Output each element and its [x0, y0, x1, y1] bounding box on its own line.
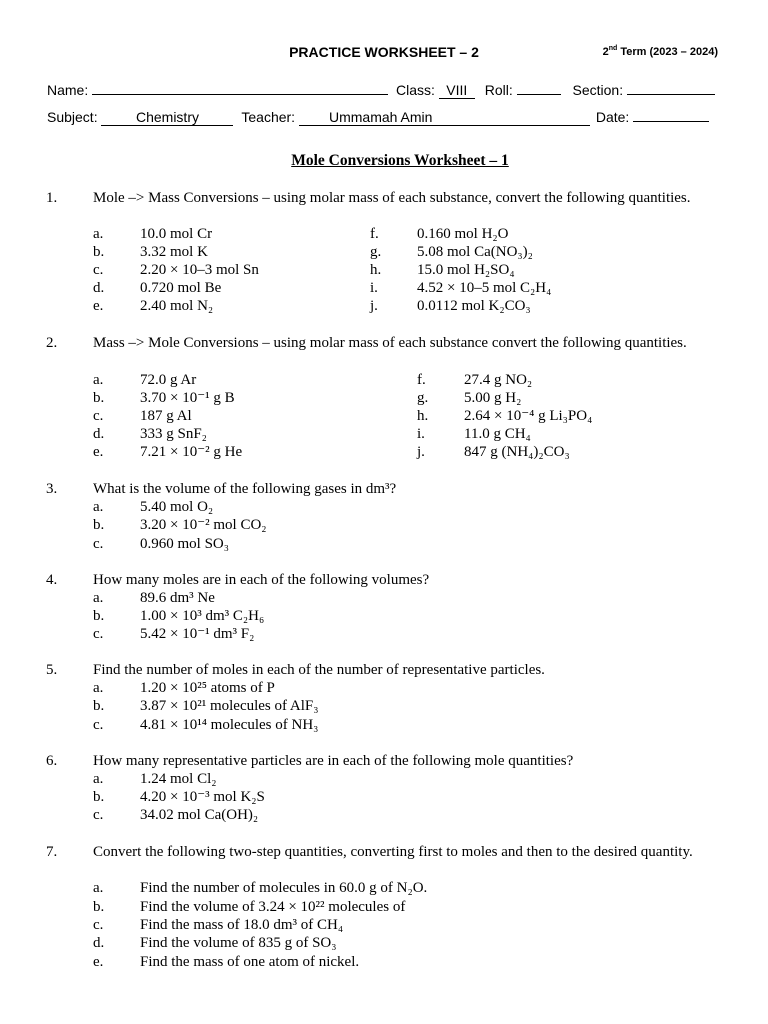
question-number: 4.	[46, 572, 58, 588]
question-stem: Mass –> Mole Conversions – using molar mass of each substance convert the following quantities.	[93, 335, 687, 351]
question-stem: Find the number of moles in each of the number of representative particles.	[93, 662, 545, 678]
section-label: Section:	[572, 82, 624, 98]
question-stem: How many representative particles are in each of the following mole quantities?	[93, 753, 574, 769]
class-value[interactable]: VIII	[439, 82, 475, 99]
section-field[interactable]	[627, 80, 715, 95]
name-field[interactable]	[92, 80, 388, 95]
question-stem: What is the volume of the following gases in dm³?	[93, 481, 397, 497]
question-number: 2.	[46, 335, 58, 351]
question-stem: Mole –> Mass Conversions – using molar mass of each substance, convert the following quantities.	[93, 190, 691, 206]
date-label: Date:	[595, 109, 630, 125]
class-label: Class:	[396, 82, 435, 98]
subject-value[interactable]: Chemistry	[101, 109, 233, 126]
term-label: 2nd Term (2023 – 2024)	[602, 45, 718, 58]
question-number: 7.	[46, 844, 58, 860]
question-stem: How many moles are in each of the following volumes?	[93, 572, 430, 588]
subject-row	[47, 107, 719, 126]
question-number: 6.	[46, 753, 58, 769]
roll-label: Roll:	[484, 82, 513, 98]
question-number: 5.	[46, 662, 58, 678]
worksheet-header-title: PRACTICE WORKSHEET – 2	[289, 44, 479, 60]
name-label: Name:	[47, 82, 89, 98]
name-row	[47, 80, 719, 99]
roll-field[interactable]	[517, 80, 561, 95]
teacher-label: Teacher:	[241, 109, 296, 125]
question-stem: Convert the following two-step quantities, converting first to moles and then to the desired quantity.	[93, 844, 693, 860]
subject-label: Subject:	[47, 109, 98, 125]
question-number: 3.	[46, 481, 58, 497]
question-number: 1.	[46, 190, 58, 206]
teacher-value[interactable]: Ummamah Amin	[299, 109, 590, 126]
date-field[interactable]	[633, 107, 709, 122]
worksheet-title: Mole Conversions Worksheet – 1	[291, 152, 509, 169]
